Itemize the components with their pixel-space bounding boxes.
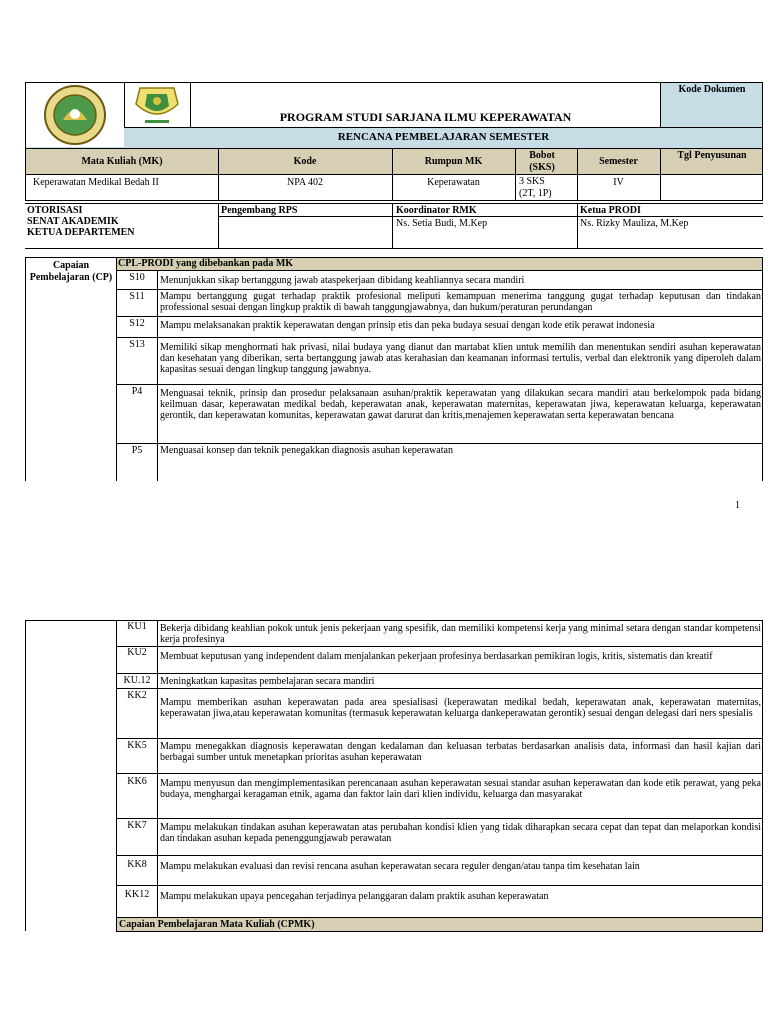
cp-row-text: Mampu melakukan tindakan asuhan keperawatan atas perubahan kondisi klien yang tidak diharapkan secara cepat dan tepat dan melaporkan kondisi dan tindakan asuhan kepada penenggungjawab perawatan [160,822,761,844]
cp-row-text: Memiliki sikap menghormati hak privasi, nilai budaya yang dianut dan martabat klien untuk memilih dan menentukan sendiri asuhan keperawatan dan kesehatan yang diberikan, serta bertanggung jawab atas kerahasian dan keamanan informasi tertulis, verbal dan elektronik yang diperoleh dalam kapasitas sesuai dengan lingkup tanggung jawabnya. [160,342,761,375]
cp-row-code: KK5 [127,740,147,751]
cp-row-text: Menguasai teknik, prinsip dan prosedur pelaksanaan asuhan/praktik keperawatan yang dilakukan secara mandiri atau berkelompok pada bidang keilmuan dasar, keperawatan medikal bedah, keperawatan anak, keperawatan maternitas, keperawatan jiwa, keperawatan keluarga, keperawatan gerontik, dan keperawatan komunitas, keperawatan gawat darurat dan kritis,menajemen keperawatan serta keperawatan bencana [160,388,761,421]
cp-row-code: KK12 [124,889,150,900]
cp-row-code: KU2 [127,647,147,658]
course-bobot: 3 SKS (2T, 1P) [519,176,552,199]
course-rumpun: Keperawatan [427,177,480,188]
program-title: PROGRAM STUDI SARJANA ILMU KEPERAWATAN [279,110,572,124]
course-name: Keperawatan Medikal Bedah II [33,177,159,188]
cp-row-text: Mampu memberikan asuhan keperawatan pada area spesialisasi (keperawatan medikal bedah, keperawatan anak, keperawatan maternitas, keperawatan jiwa,atau keperawatan komunitas (termasuk keperawatan keluarga dankeperawatan gerontik) sesuai dengan delegasi dari ners spesialis [160,697,761,719]
cp-row-code: KU.12 [123,675,151,686]
cp-row-code: KK6 [127,776,147,787]
ketua-departemen-label: KETUA DEPARTEMEN [27,227,135,238]
cp-row-text: Mampu bertanggung gugat terhadap praktik profesional meliputi kemampuan menerima tanggung gugat terhadap keputusan dan tindakan professional sesuai dengan lingkup praktik di bawah tanggungjawabnya, dan hukum/peraturan perundangan [160,291,761,313]
university-seal-logo [30,84,120,146]
provincial-emblem-logo [128,84,186,126]
cp-row-code: KU1 [127,621,147,632]
cp-row-text: Mampu melakukan upaya pencegahan terjadinya pelanggaran dalam praktik asuhan keperawatan [160,891,549,902]
rps-title: RENCANA PEMBELAJARAN SEMESTER [337,131,550,143]
col-bobot: Bobot (SKS) [529,150,555,173]
cp-row-code: KK8 [127,859,147,870]
ketua-prodi-name: Ns. Rizky Mauliza, M.Kep [580,218,689,229]
course-kode: NPA 402 [286,177,324,188]
cp-row-text: Mampu melaksanakan praktik keperawatan dengan prinsip etis dan peka budaya sesuai dengan kode etik perawat indonesia [160,320,655,331]
cp-row-code: KK7 [127,820,147,831]
cp-row-text: Menguasai konsep dan teknik penegakkan diagnosis asuhan keperawatan [160,445,453,456]
ketua-prodi-label: Ketua PRODI [580,205,641,216]
cp-row-text: Bekerja dibidang keahlian pokok untuk jenis pekerjaan yang spesifik, dan memiliki kompetensi kerja yang minimal setara dengan standar kompetensi kerja profesinya [160,623,761,645]
cp-row-code: P4 [131,386,143,397]
cp-row-text: Mampu melakukan evaluasi dan revisi rencana asuhan keperawatan secara reguler dengan/atau tanpa tim kesehatan lain [160,861,640,872]
cp-row-code: S12 [129,318,145,329]
cpl-header: CPL-PRODI yang dibebankan pada MK [118,258,294,269]
cp-row-code: S13 [129,339,145,350]
cp-row-text: Mampu menegakkan diagnosis keperawatan dengan kedalaman dan keluasan terbatas berdasarkan analisis data, informasi dan hasil kajian dari berbagai sumber untuk menetapkan prioritas asuhan keperawatan [160,741,761,763]
cp-row-code: P5 [131,445,143,456]
cp-row-text: Menunjukkan sikap bertanggung jawab ataspekerjaan dibidang keahliannya secara mandiri [160,275,525,286]
col-mata-kuliah: Mata Kuliah (MK) [81,156,163,167]
cp-row-text: Mampu menyusun dan mengimplementasikan perencanaan asuhan keperawatan sesuai standar asuhan keperawatan dan kode etik perawat, yang peka budaya, menghargai keragaman etnik, agama dan faktor lain dari klien individu, keluarga dan masyarakat [160,778,761,800]
otorisasi-label: OTORISASI [27,205,83,216]
course-semester: IV [613,177,624,188]
pengembang-label: Pengembang RPS [221,205,298,216]
col-kode: Kode [293,156,317,167]
col-tgl: Tgl Penyusunan [677,150,747,161]
cp-side-label: Capaian Pembelajaran (CP) [29,260,113,283]
cp-row-code: KK2 [127,690,147,701]
kode-dokumen-label: Kode Dokumen [678,84,746,95]
page-number: 1 [735,500,740,511]
col-semester: Semester [599,156,638,167]
koordinator-name: Ns. Setia Budi, M.Kep [396,218,488,229]
cpmk-header: Capaian Pembelajaran Mata Kuliah (CPMK) [119,919,315,930]
cp-row-text: Membuat keputusan yang independent dalam menjalankan pekerjaan profesinya berdasarkan pemikiran logis, kritis, sistematis dan kreatif [160,651,713,662]
col-rumpun: Rumpun MK [424,156,483,167]
koordinator-label: Koordinator RMK [396,205,477,216]
senat-label: SENAT AKADEMIK [27,216,119,227]
cp-row-text: Meningkatkan kapasitas pembelajaran secara mandiri [160,676,375,687]
cp-row-code: S10 [129,272,145,283]
cp-row-code: S11 [129,291,145,302]
